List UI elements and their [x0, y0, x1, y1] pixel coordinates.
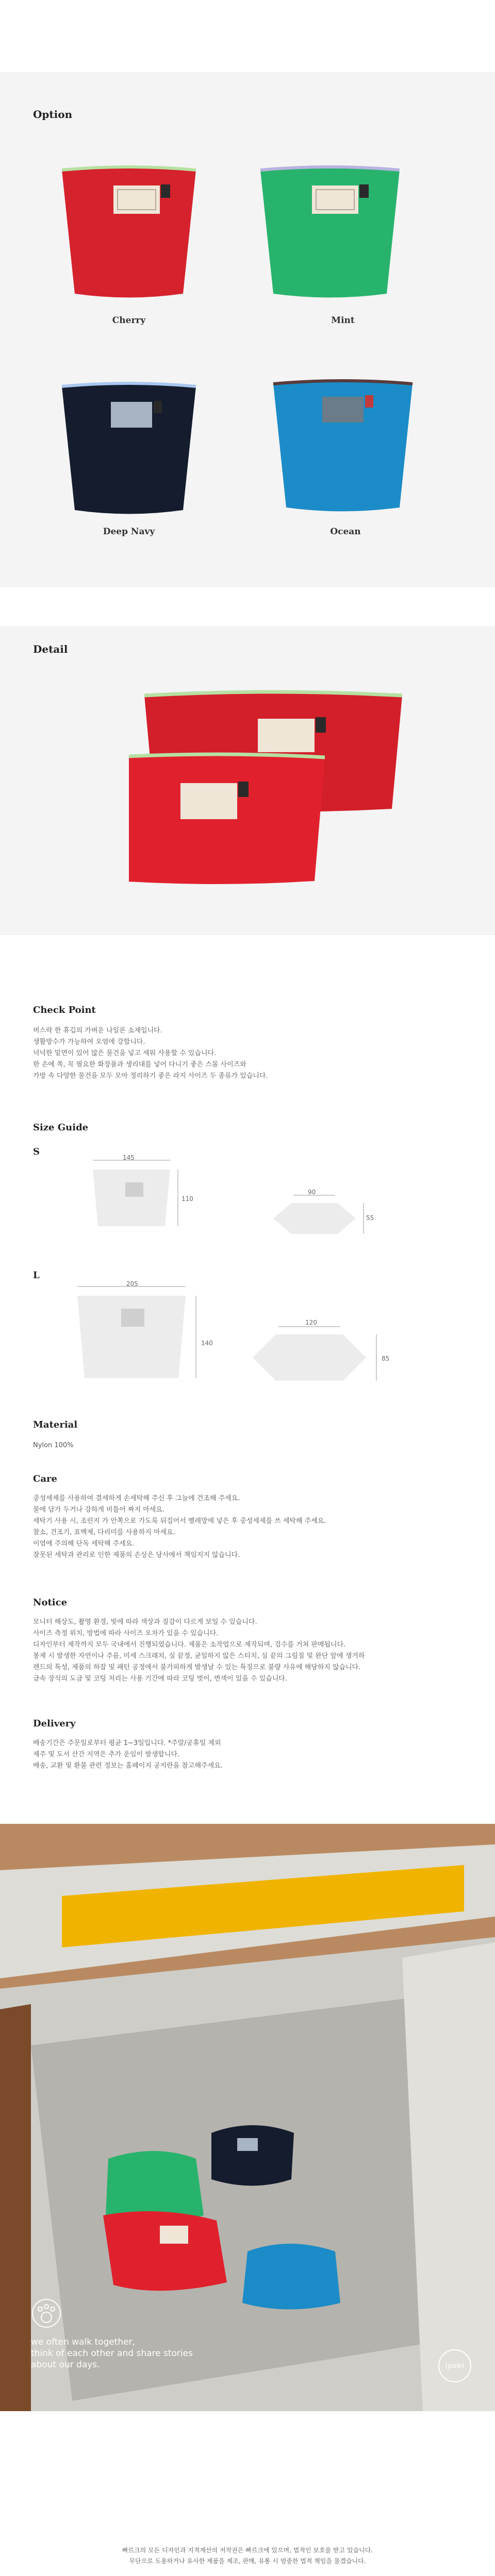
size-l-base-diagram [248, 1316, 392, 1394]
checkpoint-line: 넉넉한 밑면이 있어 많은 물건을 넣고 세워 사용할 수 있습니다. [33, 1049, 217, 1057]
notice-line: 봉제 시 발생한 자연이나 주름, 미세 스크래치, 실 끝정, 균일하지 않은 스티치, 실 끝의 그림질 및 완단 앞에 생겨하 [33, 1652, 365, 1660]
swatch-label-ocean: Ocean [330, 527, 361, 537]
size-s-base-width: 90 [308, 1189, 316, 1196]
care-line: 물에 담가 두거나 강하게 비틀어 짜지 마세요. [33, 1506, 164, 1514]
checkpoint-line: 버스락 한 휴깁의 가벼운 나일론 소재입니다. [33, 1027, 162, 1035]
material-value: Nylon 100% [33, 1442, 74, 1449]
notice-text [33, 1617, 466, 1685]
care-line: 세탁기 사용 시, 조린지 가 안쪽으로 가도록 뒤집어서 벨레망에 넣은 후 중성세제를 쓰 세탁해 주세요. [33, 1517, 326, 1525]
detail-title: Detail [33, 643, 68, 655]
size-s-base-height: 55 [366, 1214, 374, 1222]
delivery-line: 제주 및 도서 산간 지역은 추가 운임이 발생합니다. [33, 1751, 180, 1758]
swatch-label-deep-navy: Deep Navy [103, 527, 155, 537]
sizeguide-title: Size Guide [33, 1122, 89, 1133]
footer-line: 빠르크의 모든 디자인과 지적재산의 저작권은 빠르크에 있으며, 법적인 보호를 받고 있습니다. [122, 2547, 373, 2554]
notice-line: 모니터 해상도, 촬영 환경, 빛에 따라 색상과 질감이 다르게 보일 수 있습니다. [33, 1618, 257, 1626]
notice-line: 금속 장식의 도금 및 코팅 처리는 사용 기간에 따라 코팅 벗이, 변색이 있을 수 있습니다. [33, 1675, 288, 1683]
checkpoint-title: Check Point [33, 1005, 96, 1015]
care-line: 잘못된 세탁과 관리로 인한 제품의 손상은 당사에서 책임지지 않습니다. [33, 1551, 240, 1559]
notice-title: Notice [33, 1597, 68, 1608]
size-l-height: 140 [201, 1340, 213, 1347]
lifestyle-photo [0, 1824, 495, 2411]
checkpoint-line: 한 손에 쏙, 꼭 필요한 화장품과 생리대를 넣어 다니기 좋은 스몰 사이즈와 [33, 1061, 246, 1069]
tagline-line: we often walk together, [31, 2337, 136, 2347]
size-s-front-diagram [85, 1154, 188, 1236]
footer-line: 무단으로 도용하거나 유사한 제품을 제조, 판매, 유통 시 엄중한 법적 책임을 물겠습니다. [129, 2557, 366, 2565]
checkpoint-line: 생활방수가 가능하여 오염에 강합니다. [33, 1038, 145, 1046]
size-s-height: 110 [182, 1195, 193, 1202]
pouch-mint-image [255, 155, 405, 309]
care-title: Care [33, 1473, 57, 1484]
tagline-line: about our days. [31, 2360, 100, 2370]
size-s-base-diagram [268, 1185, 371, 1242]
pouch-deep-navy-image [57, 371, 201, 526]
pouch-ocean-image [268, 368, 418, 523]
size-l-base-width: 120 [305, 1319, 317, 1326]
size-l-base-height: 85 [382, 1355, 390, 1362]
checkpoint-line: 가방 속 다양한 물건을 모두 모아 정리하기 좋은 라지 사이즈 두 종류가 있습니다. [33, 1072, 268, 1080]
size-l-width: 205 [126, 1280, 138, 1287]
delivery-title: Delivery [33, 1718, 76, 1729]
size-s-width: 145 [123, 1154, 135, 1161]
paw-badge: (paw) [438, 2349, 471, 2382]
material-title: Material [33, 1419, 78, 1430]
swatch-label-cherry: Cherry [112, 315, 146, 326]
lifestyle-tagline [31, 2336, 193, 2370]
notice-line: 렌드의 특성, 제품의 하잡 및 패턴 공정에서 불가피하게 발생날 수 있는 특징으로 불량 사유에 해당하지 않습니다. [33, 1664, 361, 1671]
notice-line: 사이즈 측정 위치, 방법에 따라 사이즈 오차가 있을 수 있습니다. [33, 1630, 219, 1637]
delivery-text [33, 1738, 435, 1772]
size-s-label: S [33, 1146, 40, 1157]
swatch-label-mint: Mint [331, 315, 355, 326]
notice-line: 디자인부터 제작까지 모두 국내에서 진행되었습니다. 제품은 소작업으로 제작되며, 검수를 거쳐 판매됩니다. [33, 1641, 346, 1649]
detail-pouches-image [129, 680, 418, 896]
delivery-line: 배송, 교환 및 환불 관련 정보는 홈페이지 공지란을 참고해주세요. [33, 1762, 223, 1770]
care-line: 이염에 주의해 단독 세탁해 주세요. [33, 1540, 135, 1548]
checkpoint-text [33, 1025, 435, 1082]
size-l-front-diagram [72, 1280, 217, 1399]
care-text [33, 1493, 435, 1561]
option-title: Option [33, 108, 73, 121]
size-l-label: L [33, 1270, 40, 1281]
paw-logo-icon [31, 2298, 62, 2329]
pouch-cherry-image [57, 155, 201, 309]
care-line: 중성세제를 사용하여 결세하게 손세탁해 주신 후 그늘에 건조해 주세요. [33, 1495, 240, 1502]
delivery-line: 배송기간은 주문일로부터 평균 1~3일입니다. *주말/공휴일 제외 [33, 1739, 221, 1747]
care-line: 찰소, 건조기, 표백제, 다리미를 사용하지 마세요. [33, 1529, 175, 1536]
tagline-line: think of each other and share stories [31, 2348, 193, 2359]
footer-legal [0, 2545, 495, 2567]
